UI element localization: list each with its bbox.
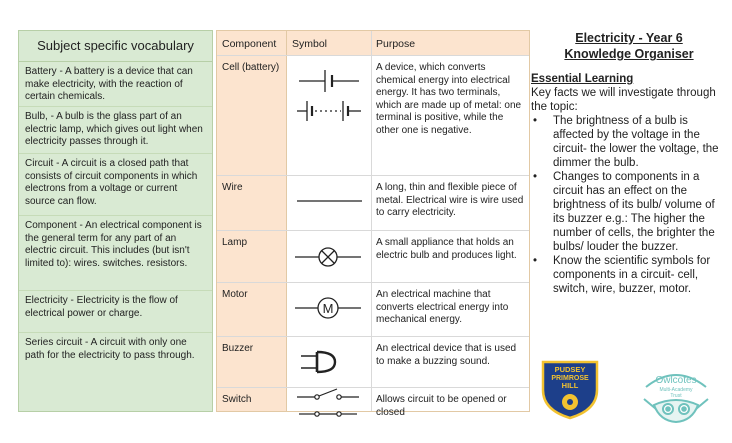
- key-fact: • Know the scientific symbols for components in a circuit- cell, switch, wire, buzzer, motor.: [531, 254, 727, 296]
- school-badge-logo: [541, 360, 599, 425]
- cell-battery-symbol: [287, 56, 372, 175]
- components-table: [216, 30, 530, 418]
- trust-sub-1: Multi-Academy: [659, 387, 693, 393]
- purpose-text: A device, which converts chemical energy into electrical energy. It has two terminals, which are made up of metal: one terminal is positive, while the other one is negative.: [376, 62, 522, 136]
- component-name: Wire: [217, 176, 287, 230]
- table-row-lamp: [217, 231, 529, 283]
- vocab-item-battery: Battery - A battery is a device that can make electricity, with the reaction of certain chemicals.: [19, 62, 212, 107]
- header-purpose: Purpose: [372, 31, 529, 55]
- trust-logo: [640, 365, 712, 428]
- badge-line-3: HILL: [561, 381, 579, 390]
- key-facts-list: [531, 114, 727, 296]
- badge-line-2: PRIMROSE: [551, 375, 589, 382]
- vocab-item-series-circuit: Series circuit - A circuit with only one path for the electricity to pass through.: [25, 337, 195, 361]
- title-line-2: Knowledge Organiser: [564, 47, 694, 61]
- vocab-item-bulb: Bulb, - A bulb is the glass part of an electric lamp, which gives out light when electricity passes through it.: [19, 107, 212, 154]
- wire-icon: [287, 176, 372, 231]
- trust-sub-2: Trust: [670, 393, 682, 399]
- purpose-text: A long, thin and flexible piece of metal. Electrical wire is wire used to carry electricity.: [376, 182, 524, 218]
- table-row-wire: [217, 176, 529, 231]
- component-name: Motor: [217, 283, 287, 336]
- motor-letter: M: [322, 301, 334, 316]
- switch-symbol: [287, 388, 372, 411]
- header-symbol: Symbol: [287, 31, 372, 55]
- vocab-item-component: Component - An electrical component is the general term for any part of an electric circuit. This includes (but isn't limited to): wires. switches. resistors.: [19, 216, 212, 291]
- component-name: Lamp: [217, 231, 287, 282]
- header-component: Component: [217, 31, 287, 55]
- owl-icon: [644, 399, 708, 422]
- title-line-1: Electricity - Year 6: [575, 31, 683, 45]
- component-name: Switch: [217, 388, 287, 411]
- table-header-row: [217, 31, 529, 56]
- component-name: Cell (battery): [217, 56, 287, 175]
- wire-symbol: [287, 176, 372, 230]
- badge-line-1: PUDSEY: [554, 365, 586, 374]
- cell-battery-icon: [287, 56, 372, 176]
- essential-learning-heading: Essential Learning: [531, 73, 634, 85]
- table-row-buzzer: [217, 337, 529, 388]
- buzzer-symbol: [287, 337, 372, 387]
- page-title: [531, 30, 727, 62]
- lamp-icon: [287, 231, 372, 283]
- buzzer-icon: [287, 337, 372, 388]
- table-row-cell: [217, 56, 529, 176]
- motor-icon: [287, 283, 372, 337]
- table-row-motor: [217, 283, 529, 337]
- essential-learning-intro: Key facts we will investigate through the topic:: [531, 87, 716, 113]
- purpose-text: An electrical device that is used to make a buzzing sound.: [376, 343, 517, 367]
- lamp-symbol: [287, 231, 372, 282]
- key-fact: • Changes to components in a circuit has an effect on the brightness of its bulb/ volume of its buzzer e.g.: The higher the number of cells, the brighter the bulbs/ louder the buzzer.: [531, 170, 727, 254]
- purpose-text: An electrical machine that converts electrical energy into mechanical energy.: [376, 289, 509, 325]
- vocab-item-electricity: Electricity - Electricity is the flow of electrical power or charge.: [19, 291, 212, 333]
- component-name: Buzzer: [217, 337, 287, 387]
- vocab-item-circuit: Circuit - A circuit is a closed path that consists of circuit components in which electrons from a voltage or current source can flow.: [19, 154, 212, 216]
- purpose-text: A small appliance that holds an electric bulb and produces light.: [376, 237, 517, 261]
- trust-name: Owlcotes: [655, 375, 697, 386]
- key-fact: • The brightness of a bulb is affected by the voltage in the circuit- the lower the voltage, the dimmer the bulb.: [531, 114, 727, 170]
- vocabulary-panel: [18, 30, 213, 412]
- vocabulary-heading: Subject specific vocabulary: [19, 31, 212, 62]
- table-row-switch: [217, 388, 529, 418]
- purpose-text: Allows circuit to be opened or closed: [376, 394, 507, 418]
- knowledge-organiser-column: [531, 30, 727, 296]
- switch-icon: [287, 388, 372, 411]
- motor-symbol: [287, 283, 372, 336]
